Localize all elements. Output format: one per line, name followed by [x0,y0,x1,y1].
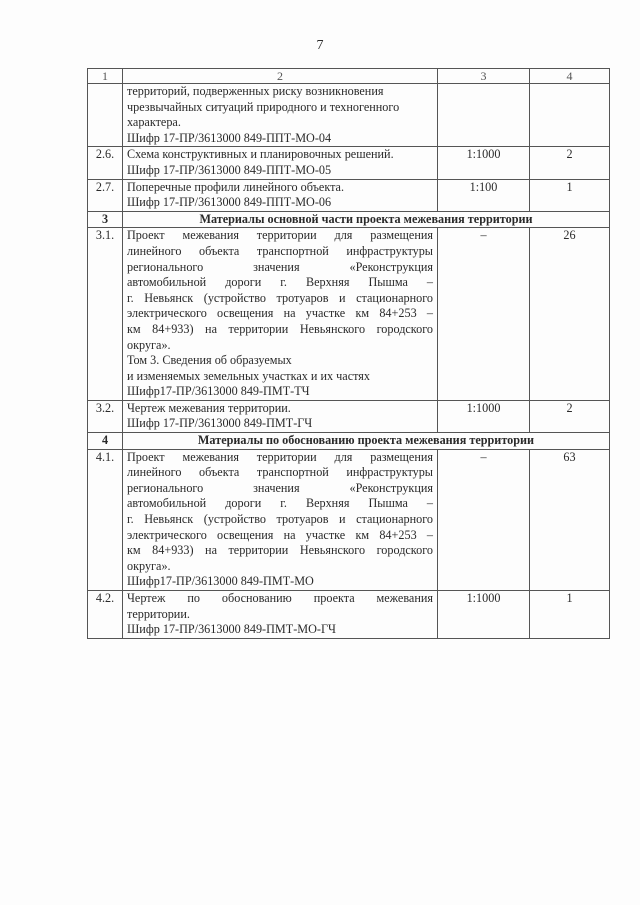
header-cell: 1 [88,69,123,84]
row-description [123,84,438,147]
header-cell: 2 [123,69,438,84]
row-scale: 1:1000 [438,400,530,432]
row-scale: 1:100 [438,179,530,211]
table-row [88,147,610,179]
description-line: г. Невьянск (устройство тротуаров и стационарного [127,290,433,305]
row-number: 3.1. [88,228,123,401]
row-sheet-count: 1 [530,179,610,211]
row-sheet-count: 2 [530,400,610,432]
row-scale: – [438,449,530,590]
row-number: 2.6. [88,147,123,179]
description-line: территорий, подверженных риску возникновения [127,84,384,98]
documents-table-body [88,69,610,639]
row-description [123,147,438,179]
description-line: Шифр17-ПР/3613000 849-ПМТ-МО [127,574,314,589]
description-line: регионального значения «Реконструкция [127,259,433,274]
table-header-row [88,69,610,84]
page-number: 7 [316,38,324,53]
description-line: характера. [127,115,181,130]
description-line: Шифр17-ПР/3613000 849-ПМТ-ТЧ [127,384,310,399]
row-description [123,449,438,590]
description-line: Шифр 17-ПР/3613000 849-ПМТ-ГЧ [127,416,313,431]
description-line: линейного объекта транспортной инфраструктуры [127,243,433,258]
description-line: Схема конструктивных и планировочных решений. [127,147,394,162]
description-line: км 84+933) на территории Невьянского городского [127,543,433,558]
description-line: Шифр 17-ПР/3613000 849-ПМТ-МО-ГЧ [127,622,336,637]
row-number [88,84,123,147]
table-row [88,228,610,401]
row-sheet-count [530,84,610,147]
header-cell: 4 [530,69,610,84]
description-line: Чертеж по обоснованию проекта межевания [127,591,433,605]
header-cell: 3 [438,69,530,84]
row-sheet-count: 1 [530,591,610,639]
row-sheet-count: 63 [530,449,610,590]
description-line: регионального значения «Реконструкция [127,480,433,495]
row-sheet-count: 26 [530,228,610,401]
description-line: округа». [127,558,171,573]
description-line: чрезвычайных ситуаций природного и техногенного [127,99,400,114]
table-row [88,179,610,211]
table-row [88,591,610,639]
section-number: 3 [88,211,123,228]
description-line: автомобильной дороги г. Верхняя Пышма – [127,496,433,511]
row-description [123,179,438,211]
section-title: Материалы по обоснованию проекта межевания территории [123,433,610,450]
description-line: автомобильной дороги г. Верхняя Пышма – [127,275,433,290]
row-sheet-count: 2 [530,147,610,179]
table-row [88,400,610,432]
description-line: Шифр 17-ПР/3613000 849-ППТ-МО-06 [127,195,332,210]
description-line: Чертеж межевания территории. [127,400,291,415]
description-line: линейного объекта транспортной инфраструктуры [127,465,433,480]
row-number: 4.2. [88,591,123,639]
description-line: округа». [127,337,171,352]
section-row [88,433,610,450]
row-description [123,228,438,401]
table-row [88,449,610,590]
row-description [123,591,438,639]
description-line: Шифр 17-ПР/3613000 849-ППТ-МО-05 [127,162,332,177]
description-line: г. Невьянск (устройство тротуаров и стационарного [127,512,433,527]
description-line: и изменяемых земельных участках и их частях [127,368,370,383]
description-line: Проект межевания территории для размещения [127,449,433,464]
section-number: 4 [88,433,123,450]
description-line: км 84+933) на территории Невьянского городского [127,321,433,336]
section-title: Материалы основной части проекта межевания территории [123,211,610,228]
row-scale: 1:1000 [438,591,530,639]
row-number: 2.7. [88,179,123,211]
row-description [123,400,438,432]
description-line: Том 3. Сведения об образуемых [127,353,292,368]
description-line: электрического освещения на участке км 84+253 – [127,306,433,321]
row-scale: 1:1000 [438,147,530,179]
row-number: 4.1. [88,449,123,590]
row-scale: – [438,228,530,401]
section-row [88,211,610,228]
description-line: Проект межевания территории для размещения [127,228,433,243]
table-row [88,84,610,147]
documents-table [87,68,610,639]
row-number: 3.2. [88,400,123,432]
description-line: территории. [127,606,190,621]
description-line: Поперечные профили линейного объекта. [127,179,345,194]
description-line: Шифр 17-ПР/3613000 849-ППТ-МО-04 [127,130,332,145]
description-line: электрического освещения на участке км 84+253 – [127,527,433,542]
row-scale [438,84,530,147]
